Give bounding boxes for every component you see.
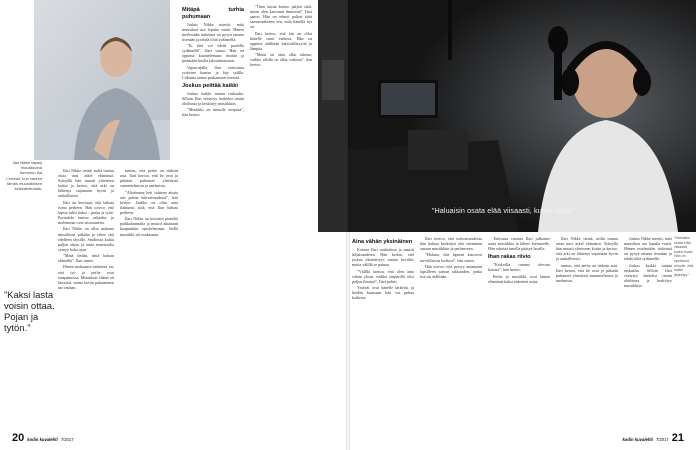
paragraph: ”Mutsi on aina ollut tukena, vaikka välillä on ollut vaikeaa”, hän kertoo.: [250, 52, 312, 68]
photo-caption: [4, 160, 42, 191]
pull-quote-text: ”Kaksi lasta voisin ottaa. Pojan ja tytön.”: [4, 290, 55, 334]
right-column-3: [488, 236, 550, 432]
paragraph: Ilari Nikke on ollut mukana musiikissa pitkään ja tekee sitä edelleen täysillä. Studiossa kuluu paljon aikaa, ja uutta materiaalia syntyy koko ajan.: [58, 226, 114, 252]
paragraph: ”Oma tarina kertoo paljon siitä, miten olen kasvanut ihmisenä”, Ilari sanoo. Hän on tehnyt paljon töitä saavuttaakseen sen, mitä hänellä nyt on.: [250, 4, 312, 30]
right-column-4: [556, 236, 618, 432]
left-column-1: [58, 168, 114, 430]
photo-pull-quote: [432, 206, 612, 215]
paragraph: tuntuu, että perhe on tärkein asia. Ilari kertoo, että he ovat jo pitkään puhuneet yhteisistä suunnitelmista ja unelmista.: [120, 168, 178, 189]
subheading: Mitäpä turhia puhumaan: [182, 7, 244, 20]
photo-quote-text: ”Haluaisin osata elää viisaasti, kuten mutsi.”: [432, 206, 577, 215]
paragraph: ”Minä tiedän, mitä haluan elämältä”, Ilari sanoo.: [58, 253, 114, 264]
paragraph: ”Välillä tuntuu, että olen aina vähän yksin, vaikka ympärillä olisi paljon ihmisiä”, Ilari pohtii.: [352, 268, 414, 284]
issue-number: 7/2017: [60, 437, 74, 442]
caption-text: Ilari Nikke tapasi muusikkona tunnetun Isa Lenssin, kun vannut tämän muusiikkisen keikkahelmalla.: [6, 160, 42, 192]
left-column-3: [182, 4, 244, 430]
magazine-name: kodin kuvalehti: [27, 437, 58, 442]
paragraph: Joskus Nikke miettii, mitä muusikon ura lopulta vaatii. Hänen mielestään tärkeintä on pysyä omana itsenään ja tehdä töitä sydämellä.: [182, 21, 244, 42]
paragraph: ”Haluan, että lapseni kasvavat turvallisessa kodissa”, hän sanoo.: [420, 252, 482, 263]
right-folio: [622, 432, 684, 444]
right-page: [348, 0, 696, 450]
issue-number: 7/2017: [655, 437, 669, 442]
magazine-name: kodin kuvalehti: [622, 437, 653, 442]
left-column-2: [120, 168, 178, 430]
paragraph: Ilari kertoo, että äiti on ollut hänelle suuri esikuva. Hän on oppinut äidiltään kärsivällisyyttä ja lämpöä.: [250, 30, 312, 51]
subheading: Aina vähän yksinäinen: [352, 239, 413, 245]
paragraph: Joskus kaikki tuntuu raskaalta. Silloin Ilari vetäytyy hetkeksi omiin oloihinsa ja keskittyy musiikkiin.: [182, 90, 244, 107]
paragraph: ”Ei tätä voi tehdä puolella sydämellä”, Ilari sanoo. Hän on oppinut kuuntelemaan itseään ja pitämään huolta jaksamisestaan.: [182, 43, 244, 64]
side-quote-text: ”Haluaisin osata elää viisaasti, kuten mutsi. Hän on opettanut minulle, että kaikki järjestyy.”: [674, 236, 694, 277]
paragraph: Hän toivoo, että pystyy antamaan lapsilleen saman rakkauden, jonka itse sai äidiltään.: [420, 263, 482, 280]
subheading: Joskus peittää kaikki: [182, 82, 238, 89]
spread-gutter: [346, 0, 350, 450]
paragraph: Joskus Nikke miettii, mitä muusikon ura lopulta vaatii. Hänen mielestään tärkeintä on pysyä omana itsenään ja tehdä töitä sydämellä.: [624, 236, 672, 262]
studio-photo: [348, 0, 696, 232]
paragraph: Ilari Nikke tietää, miltä tuntuu ottaa uusi askel elämässä. Syksyllä hän muutti yhteiseen kotiin ja kertoo, että arki on lähtenyt sujumaan hyvin ja rauhallisesti.: [58, 168, 114, 199]
right-column-1: [352, 236, 414, 432]
paragraph: tuntuu, että perhe on tärkein asia. Ilari kertoo, että he ovat jo pitkään puhuneet yhteisistä suunnitelmista ja unelmista.: [556, 262, 618, 283]
paragraph: Ilari Nikke on kotoisin pieneltä paikkakunnalta ja muutti aikanaan kaupunkiin opiskelemaan. Siellä musiikki vei mukanaan.: [120, 216, 178, 237]
pull-quote: [4, 290, 56, 334]
studio-photo-left: [318, 0, 348, 232]
paragraph: ”Keikoilla tunnen olevani kotona”, hän kertoo.: [488, 262, 550, 273]
right-column-2: [420, 236, 482, 432]
paragraph: Tulevana vuonna Ilari julkaisee uutta musiikkia ja lähtee kiertueelle. Hän odottaa innolla pääsyä lavalle.: [488, 236, 550, 252]
left-column-4: [250, 4, 312, 430]
paragraph: Joskus kaikki tuntuu raskaalta. Silloin Ilari vetäytyy hetkeksi omiin oloihinsa ja keskittyy musiikkiin.: [624, 262, 672, 289]
side-pull-quote: [674, 236, 694, 277]
portrait-photo: [34, 0, 170, 160]
paragraph: Hänen mukaansa tärkeintä on, että työ ja perhe ovat tasapainossa. Muusikon elämä on kiireistä, mutta kotiin palaaminen tuo rauhan.: [58, 264, 114, 290]
page-number: 20: [12, 432, 25, 444]
paragraph: Perhe ja musiikki ovat hänen elämänsä kaksi tärkeintä asiaa.: [488, 273, 550, 284]
left-folio: [12, 432, 74, 444]
right-column-5: [624, 236, 672, 432]
paragraph: Ilari Nikke tietää, miltä tuntuu ottaa uusi askel elämässä. Syksyllä hän muutti yhteiseen kotiin ja kertoo, että arki on lähtenyt sujumaan hyvin ja rauhallisesti.: [556, 236, 618, 262]
paragraph: Ystävät ovat hänelle tärkeitä, ja heidän kanssaan hän voi puhua kaikesta.: [352, 285, 414, 301]
paragraph: Ilari on kertonut, että haluaa isona perheen. Hän toivoo, että lapsia tulisi kaksi – poika ja tyttö. Parisuhde tuntuu vakaalta, ja molemmat ovat sitoutuneita.: [58, 199, 114, 226]
paragraph: ”Aloitimme heti suhteen alusta asti puhua tulevaisuudesta”, hän kertoo. Jaakko on ollut aina ilahtunut siitä, että Ilari haluaa perheen.: [120, 189, 178, 215]
paragraph: ”Musiikki on minulle terapiaa”, hän kertoo.: [182, 107, 244, 118]
subheading: Ihan rakas riivio: [488, 254, 531, 261]
paragraph: Ilari kertoo, että tulevaisuudessa hän haluaa keskittyä yhä enemmän omaan musiikkiin ja perheeseen.: [420, 236, 482, 252]
paragraph: Kotona Ilari rauhoittuu ja nauttii hiljaisuudesta. Hän kertoo, että joskus yksinäisyys tuntuu hyvältä, mutta välillä se painaa.: [352, 247, 414, 268]
paragraph: Vapaa-ajalla Ilari rentoutuu ystävien kanssa ja käy salilla. Liikunta auttaa purkamaan stressiä.: [182, 64, 244, 80]
page-number: 21: [671, 432, 684, 444]
